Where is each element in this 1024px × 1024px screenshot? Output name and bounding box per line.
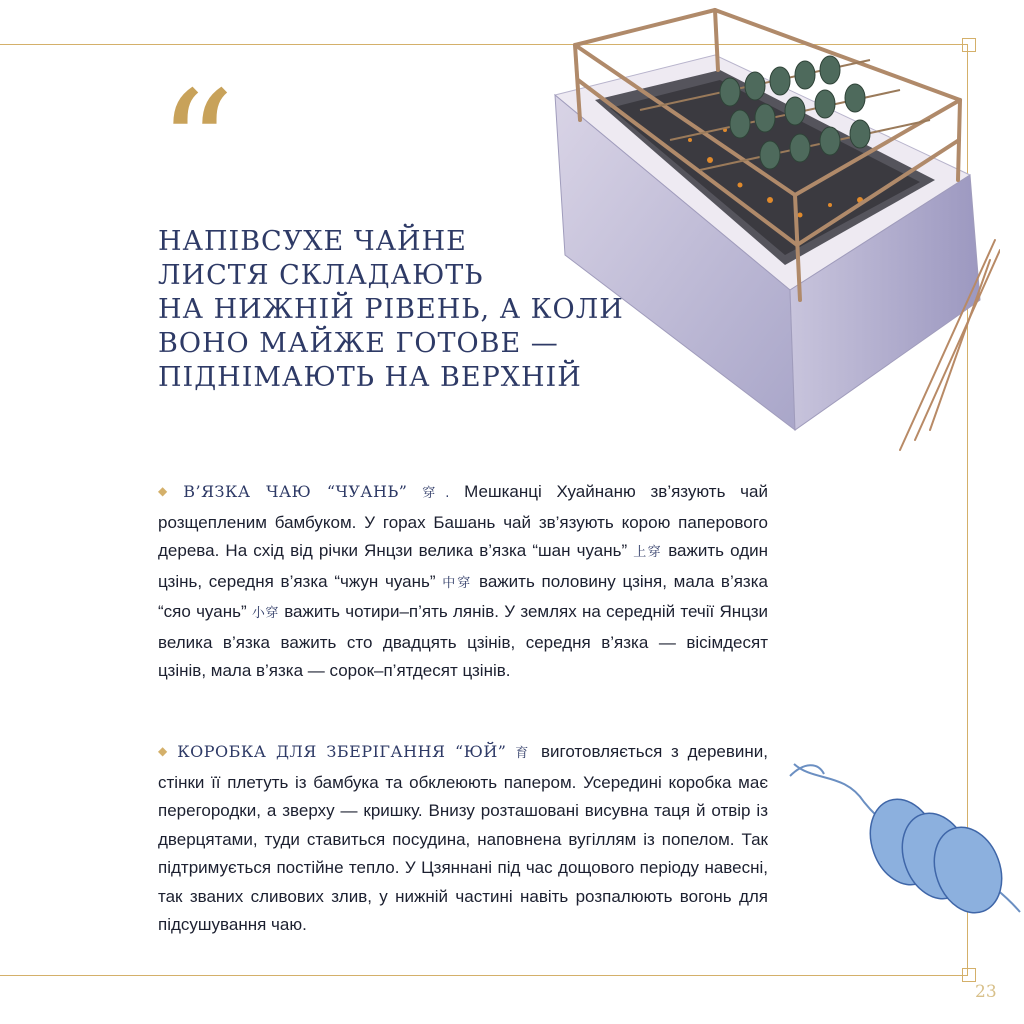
chinese-character: 穿. — [422, 486, 450, 501]
chinese-character: 上穿 — [633, 545, 663, 560]
chinese-character: 小穿 — [251, 606, 279, 621]
pull-quote-line: ПІДНІМАЮТЬ НА ВЕРХНІЙ — [158, 362, 582, 393]
pull-quote-line: НА НИЖНІЙ РІВЕНЬ, А КОЛИ — [158, 294, 624, 325]
page-number: 23 — [975, 982, 997, 1002]
paragraph-tea-bundle — [158, 478, 768, 686]
paragraph-text: важить один цзінь, середня в’язка “чжун чуань” — [158, 541, 768, 591]
pull-quote-line: ВОНО МАЙЖЕ ГОТОВЕ — — [158, 328, 559, 359]
chinese-character: 中穿 — [442, 575, 473, 591]
tea-bundle-illustration — [784, 752, 1024, 922]
pull-quote — [158, 225, 624, 395]
pull-quote-line: НАПІВСУХЕ ЧАЙНЕ — [158, 226, 467, 257]
paragraph-heading: КОРОБКА ДЛЯ ЗБЕРІГАННЯ “ЮЙ” — [177, 742, 507, 761]
paragraph-text: виготовляється з деревини, стінки її плетуть із бамбука та обклеюють папером. Усередині коробка має перегородки, а зверху — кришку. Внизу розташовані висувна таця й отвір із дверцятами, туди ставиться посудина, наповнена вугіллям із попелом. Так підтримується постійне тепло. У Цзяннані під час дощового періоду навесні, так званих сливових злив, у нижній частині навіть розпалюють вогонь для підсушування чаю. — [158, 742, 768, 934]
frame-corner-bottom-right — [962, 968, 976, 982]
chinese-character: 育 — [515, 746, 533, 761]
opening-quote-icon: “ — [158, 60, 229, 234]
diamond-bullet-icon: ◆ — [158, 744, 172, 758]
paragraph-text: важить половину цзіня, мала в’язка “сяо чуань” — [158, 571, 768, 621]
pull-quote-line: ЛИСТЯ СКЛАДАЮТЬ — [158, 260, 484, 291]
paragraph-text: важить чотири–п’ять лянів. У землях на середній течії Янцзи велика в’язка важить сто двадцять цзінів, середня в’язка — вісімдесят цзінів, мала в’язка — сорок–п’ятдесят цзінів. — [158, 602, 768, 680]
paragraph-storage-box — [158, 738, 768, 940]
tea-drying-grill-illustration — [540, 0, 1000, 460]
paragraph-text: Мешканці Хуайнаню зв’язують чай розщепленим бамбуком. У горах Башань чай зв’язують корою паперового дерева. На схід від річки Янцзи велика в’язка “шан чуань” — [158, 482, 768, 560]
diamond-bullet-icon: ◆ — [158, 484, 178, 498]
paragraph-heading: В’ЯЗКА ЧАЮ “ЧУАНЬ” — [183, 482, 408, 501]
